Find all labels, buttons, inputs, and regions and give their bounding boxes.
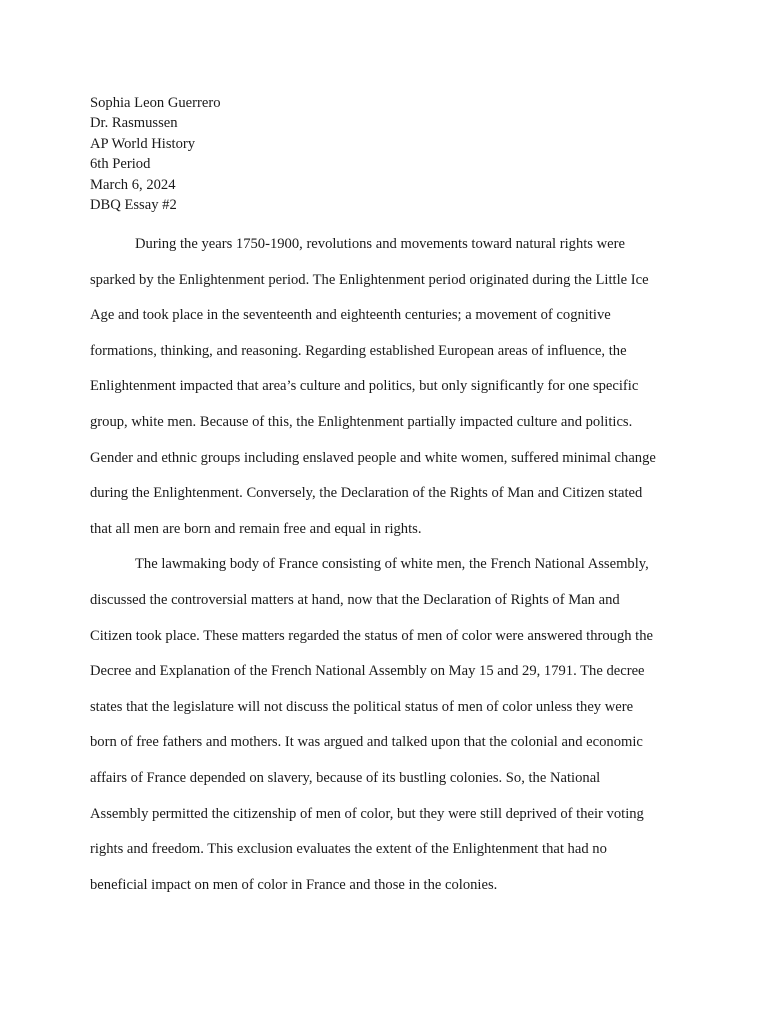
essay-paragraph-1 [90,227,678,547]
paragraph-line: beneficial impact on men of color in France and those in the colonies. [90,876,498,893]
paragraph-line: Age and took place in the seventeenth and eighteenth centuries; a movement of cognitive [90,307,611,324]
class-period: 6th Period [90,156,151,173]
paragraph-line: formations, thinking, and reasoning. Regarding established European areas of influence, the [90,342,627,359]
paragraph-line: states that the legislature will not discuss the political status of men of color unless they were [90,698,634,715]
paragraph-line: Citizen took place. These matters regarded the status of men of color were answered through the [90,627,654,644]
paragraph-line: Gender and ethnic groups including enslaved people and white women, suffered minimal change [90,449,656,466]
paragraph-line: affairs of France depended on slavery, because of its bustling colonies. So, the National [90,769,601,786]
paragraph-line: that all men are born and remain free and equal in rights. [90,520,422,537]
paragraph-line: The lawmaking body of France consisting of white men, the French National Assembly, [135,556,649,573]
assignment-title: DBQ Essay #2 [90,197,177,214]
student-name: Sophia Leon Guerrero [90,95,221,111]
paragraph-line: group, white men. Because of this, the Enlightenment partially impacted culture and politics. [90,413,633,430]
paragraph-line: born of free fathers and mothers. It was argued and talked upon that the colonial and economic [90,734,643,751]
paragraph-line: Decree and Explanation of the French National Assembly on May 15 and 29, 1791. The decree [90,663,645,680]
paragraph-line: Assembly permitted the citizenship of men of color, but they were still deprived of their voting [90,805,644,822]
paragraph-line: during the Enlightenment. Conversely, the Declaration of the Rights of Man and Citizen stated [90,485,643,502]
paragraph-line: sparked by the Enlightenment period. The Enlightenment period originated during the Little Ice [90,271,649,288]
essay-date: March 6, 2024 [90,176,176,193]
paragraph-line: Enlightenment impacted that area’s culture and politics, but only significantly for one specific [90,378,639,395]
paragraph-line: During the years 1750-1900, revolutions and movements toward natural rights were [135,236,625,252]
paragraph-line: rights and freedom. This exclusion evaluates the extent of the Enlightenment that had no [90,841,607,858]
teacher-name: Dr. Rasmussen [90,115,178,132]
paragraph-line: discussed the controversial matters at hand, now that the Declaration of Rights of Man and [90,591,620,608]
essay-heading [90,93,690,215]
course-name: AP World History [90,135,196,152]
essay-paragraph-2 [90,547,678,903]
essay-body [90,227,678,903]
